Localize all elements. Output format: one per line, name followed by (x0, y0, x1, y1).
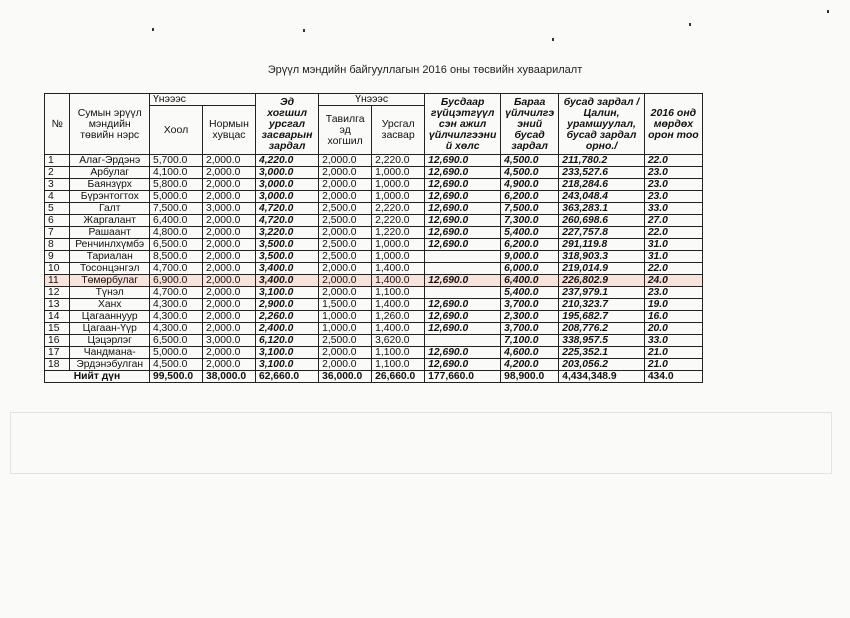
table-cell: 2 (45, 167, 70, 179)
table-cell: 4,300.0 (149, 299, 202, 311)
table-cell: 3,400.0 (255, 275, 318, 287)
table-cell: 2,000.0 (202, 287, 255, 299)
table-cell: 33.0 (644, 335, 702, 347)
table-row (45, 203, 703, 215)
table-cell: 23.0 (644, 179, 702, 191)
table-cell: 2,220.0 (372, 215, 425, 227)
scan-speck (552, 38, 554, 41)
table-cell: 3,100.0 (255, 287, 318, 299)
table-cell: 1,000.0 (319, 311, 372, 323)
faint-bleedthrough (10, 412, 832, 474)
total-cell: 434.0 (644, 371, 702, 383)
table-cell: 2,300.0 (501, 311, 559, 323)
table-cell: 3,100.0 (255, 347, 318, 359)
table-cell: 4,500.0 (501, 155, 559, 167)
table-cell: 2,000.0 (202, 167, 255, 179)
table-row (45, 299, 703, 311)
table-cell: 12,690.0 (425, 227, 501, 239)
table-cell: Төмөрбулаг (70, 275, 150, 287)
table-cell: Рашаант (70, 227, 150, 239)
table-cell: 1 (45, 155, 70, 167)
total-cell: 98,900.0 (501, 371, 559, 383)
table-row (45, 167, 703, 179)
table-row (45, 179, 703, 191)
table-cell: 4,720.0 (255, 215, 318, 227)
table-cell: Ренчинлхүмбэ (70, 239, 150, 251)
table-cell: 2,260.0 (255, 311, 318, 323)
table-row (45, 239, 703, 251)
table-cell: 2,000.0 (319, 167, 372, 179)
table-cell: 12,690.0 (425, 203, 501, 215)
table-cell: 2,000.0 (202, 263, 255, 275)
table-cell: 6 (45, 215, 70, 227)
table-cell: 3,500.0 (255, 239, 318, 251)
table-cell: 2,000.0 (319, 191, 372, 203)
table-cell: 12,690.0 (425, 239, 501, 251)
table-cell: 211,780.2 (559, 155, 645, 167)
table-cell: 5,000.0 (149, 347, 202, 359)
table-cell: 22.0 (644, 227, 702, 239)
table-cell: 4,700.0 (149, 263, 202, 275)
table-cell: 203,056.2 (559, 359, 645, 371)
table-cell: 237,979.1 (559, 287, 645, 299)
table-cell: 4,720.0 (255, 203, 318, 215)
table-cell: 7,300.0 (501, 215, 559, 227)
table-cell: 3,700.0 (501, 299, 559, 311)
table-cell: 5,800.0 (149, 179, 202, 191)
header-clothing: Нормын хувцас (202, 106, 255, 155)
table-cell (425, 263, 501, 275)
table-cell: 7,500.0 (501, 203, 559, 215)
table-row (45, 215, 703, 227)
table-cell: 31.0 (644, 251, 702, 263)
table-cell: 6,200.0 (501, 191, 559, 203)
table-cell: 1,100.0 (372, 287, 425, 299)
table-cell: 4,600.0 (501, 347, 559, 359)
table-cell: 3,000.0 (255, 167, 318, 179)
table-cell: 14 (45, 311, 70, 323)
table-cell: 12,690.0 (425, 299, 501, 311)
table-cell: 233,527.6 (559, 167, 645, 179)
total-row (45, 371, 703, 383)
table-cell: 3,000.0 (202, 203, 255, 215)
table-cell: 243,048.4 (559, 191, 645, 203)
table-cell: Алаг-Эрдэнэ (70, 155, 150, 167)
table-cell: 15 (45, 323, 70, 335)
table-row (45, 191, 703, 203)
table-cell: Ханх (70, 299, 150, 311)
table-cell: 6,400.0 (501, 275, 559, 287)
table-row (45, 155, 703, 167)
header-medicine: Эд хогшил урсгал засварын зардал (255, 94, 318, 155)
table-cell: 2,000.0 (202, 215, 255, 227)
table-cell: 225,352.1 (559, 347, 645, 359)
table-cell: 2,000.0 (319, 275, 372, 287)
table-cell: 12 (45, 287, 70, 299)
table-cell: 3,700.0 (501, 323, 559, 335)
total-cell: 99,500.0 (149, 371, 202, 383)
table-cell: 1,000.0 (372, 179, 425, 191)
table-cell: 3,100.0 (255, 359, 318, 371)
scan-speck (303, 29, 305, 32)
table-cell: 2,000.0 (319, 287, 372, 299)
table-cell: 1,400.0 (372, 275, 425, 287)
table-cell: 12,690.0 (425, 275, 501, 287)
table-cell: 12,690.0 (425, 215, 501, 227)
table-cell: 2,400.0 (255, 323, 318, 335)
table-cell: 1,100.0 (372, 359, 425, 371)
table-cell (425, 251, 501, 263)
table-cell: 4,220.0 (255, 155, 318, 167)
table-row (45, 263, 703, 275)
table-cell: 2,000.0 (202, 179, 255, 191)
table-cell: 2,000.0 (202, 191, 255, 203)
table-cell: 1,400.0 (372, 263, 425, 275)
header-group2: Үнэээс (319, 94, 425, 106)
table-cell: 2,500.0 (319, 203, 372, 215)
header-other-services: Бусдаар гүйцэтгүүл сэн ажил үйлчилгээни й хөлс (425, 94, 501, 155)
table-cell: 291,119.8 (559, 239, 645, 251)
table-cell: 2,220.0 (372, 203, 425, 215)
table-cell: 2,500.0 (319, 335, 372, 347)
total-cell: 177,660.0 (425, 371, 501, 383)
table-cell: 12,690.0 (425, 167, 501, 179)
table-cell: 2,000.0 (202, 275, 255, 287)
header-no: № (45, 94, 70, 155)
table-cell: 226,802.9 (559, 275, 645, 287)
table-row (45, 275, 703, 287)
table-cell: 3,620.0 (372, 335, 425, 347)
table-cell: Цэцэрлэг (70, 335, 150, 347)
table-cell: 2,000.0 (202, 347, 255, 359)
table-cell: Арбулаг (70, 167, 150, 179)
table-cell: 6,500.0 (149, 239, 202, 251)
table-cell: 3 (45, 179, 70, 191)
table-cell: Тариалан (70, 251, 150, 263)
table-cell: 12,690.0 (425, 347, 501, 359)
header-other: бусад зардал /Цалин, урамшуулал, бусад зардал орно./ (559, 94, 645, 155)
table-cell: 210,323.7 (559, 299, 645, 311)
table-row (45, 251, 703, 263)
table-cell: 22.0 (644, 263, 702, 275)
table-cell (425, 335, 501, 347)
table-cell: 2,000.0 (202, 311, 255, 323)
table-cell: 2,000.0 (319, 347, 372, 359)
scan-speck (152, 28, 154, 31)
table-row (45, 227, 703, 239)
table-row (45, 347, 703, 359)
table-cell: Галт (70, 203, 150, 215)
table-cell: 1,400.0 (372, 299, 425, 311)
table-cell: 2,000.0 (202, 299, 255, 311)
header-group1: Үнэээс (149, 94, 255, 106)
table-row (45, 335, 703, 347)
header-beds: 2016 онд мөрдөх орон тоо (644, 94, 702, 155)
table-cell: 6,400.0 (149, 215, 202, 227)
table-cell: 3,500.0 (255, 251, 318, 263)
header-food: Хоол (149, 106, 202, 155)
table-cell: Эрдэнэбулган (70, 359, 150, 371)
table-cell: 12,690.0 (425, 311, 501, 323)
table-cell: 27.0 (644, 215, 702, 227)
total-cell: 36,000.0 (319, 371, 372, 383)
table-cell: 1,260.0 (372, 311, 425, 323)
table-cell: 1,400.0 (372, 323, 425, 335)
table-cell: 1,220.0 (372, 227, 425, 239)
table-row (45, 323, 703, 335)
table-cell: 338,957.5 (559, 335, 645, 347)
table-cell: 8,500.0 (149, 251, 202, 263)
table-cell: 16.0 (644, 311, 702, 323)
table-cell: 33.0 (644, 203, 702, 215)
table-cell: 5,000.0 (149, 191, 202, 203)
table-cell: 2,000.0 (319, 227, 372, 239)
table-cell: 3,000.0 (255, 179, 318, 191)
document-title: Эрүүл мэндийн байгууллагын 2016 оны төсвийн хуваарилалт (267, 64, 583, 76)
table-cell: 2,000.0 (202, 359, 255, 371)
table-cell: 16 (45, 335, 70, 347)
table-cell: 2,500.0 (319, 251, 372, 263)
table-cell: 23.0 (644, 191, 702, 203)
total-cell: 62,660.0 (255, 371, 318, 383)
table-cell: 2,500.0 (319, 239, 372, 251)
scan-speck (689, 23, 691, 26)
budget-table (44, 93, 703, 383)
table-cell: 318,903.3 (559, 251, 645, 263)
table-cell: 4,900.0 (501, 179, 559, 191)
table-cell: 1,000.0 (372, 191, 425, 203)
table-cell: 2,000.0 (202, 155, 255, 167)
table-cell: 9 (45, 251, 70, 263)
table-cell: 208,776.2 (559, 323, 645, 335)
table-cell: 12,690.0 (425, 359, 501, 371)
header-furniture: Тавилга эд хогшил (319, 106, 372, 155)
table-cell: 218,284.6 (559, 179, 645, 191)
table-cell: 23.0 (644, 167, 702, 179)
table-cell: 2,000.0 (202, 239, 255, 251)
table-cell: 10 (45, 263, 70, 275)
table-cell: 21.0 (644, 347, 702, 359)
table-cell: 1,000.0 (372, 167, 425, 179)
table-cell: 1,100.0 (372, 347, 425, 359)
table-cell: Жаргалант (70, 215, 150, 227)
table-cell: 219,014.9 (559, 263, 645, 275)
table-cell: 13 (45, 299, 70, 311)
table-cell: 22.0 (644, 155, 702, 167)
table-cell: 4,300.0 (149, 323, 202, 335)
table-cell: 3,400.0 (255, 263, 318, 275)
table-cell: 4,200.0 (501, 359, 559, 371)
table-row (45, 359, 703, 371)
table-cell: 2,000.0 (319, 179, 372, 191)
table-cell: 195,682.7 (559, 311, 645, 323)
table-cell: 2,900.0 (255, 299, 318, 311)
table-cell: 20.0 (644, 323, 702, 335)
table-cell: Бүрэнтогтох (70, 191, 150, 203)
table-cell: 19.0 (644, 299, 702, 311)
table-cell: 5,400.0 (501, 227, 559, 239)
table-row (45, 287, 703, 299)
table-cell: 24.0 (644, 275, 702, 287)
table-cell: 4,700.0 (149, 287, 202, 299)
table-cell: 3,000.0 (202, 335, 255, 347)
table-cell: 7,500.0 (149, 203, 202, 215)
table-cell: 2,000.0 (319, 155, 372, 167)
table-cell: 4,800.0 (149, 227, 202, 239)
table-cell: 17 (45, 347, 70, 359)
table-cell: 2,000.0 (319, 263, 372, 275)
total-cell: 26,660.0 (372, 371, 425, 383)
table-cell: 227,757.8 (559, 227, 645, 239)
table-cell: 6,500.0 (149, 335, 202, 347)
table-cell: 6,000.0 (501, 263, 559, 275)
table-cell: 5,700.0 (149, 155, 202, 167)
table-cell: 23.0 (644, 287, 702, 299)
table-cell: 4,100.0 (149, 167, 202, 179)
table-cell: 5,400.0 (501, 287, 559, 299)
table-cell: 2,220.0 (372, 155, 425, 167)
table-cell: 18 (45, 359, 70, 371)
table-cell: 21.0 (644, 359, 702, 371)
table-cell: 8 (45, 239, 70, 251)
table-cell: 6,900.0 (149, 275, 202, 287)
header-goods: Бараа үйлчилгэ эний бусад зардал (501, 94, 559, 155)
table-cell: 1,000.0 (372, 251, 425, 263)
total-cell: 4,434,348.9 (559, 371, 645, 383)
table-cell: 260,698.6 (559, 215, 645, 227)
table-cell: 1,000.0 (372, 239, 425, 251)
table-cell: 31.0 (644, 239, 702, 251)
table-cell: Тосонцэнгэл (70, 263, 150, 275)
table-cell: 11 (45, 275, 70, 287)
table-cell: 2,000.0 (202, 227, 255, 239)
table-cell: 6,200.0 (501, 239, 559, 251)
table-cell: 1,000.0 (319, 323, 372, 335)
table-cell: 3,000.0 (255, 191, 318, 203)
table-cell: 4,500.0 (149, 359, 202, 371)
table-cell: 6,120.0 (255, 335, 318, 347)
table-cell: 12,690.0 (425, 179, 501, 191)
table-cell: Чандмана- (70, 347, 150, 359)
table-cell: 4 (45, 191, 70, 203)
table-cell: 1,500.0 (319, 299, 372, 311)
table-cell: 2,000.0 (202, 323, 255, 335)
table-cell: 4,500.0 (501, 167, 559, 179)
table-cell: Цагаан-Үүр (70, 323, 150, 335)
table-cell: 12,690.0 (425, 323, 501, 335)
header-name: Сумын эрүүл мэндийн төвийн нэрс (70, 94, 150, 155)
table-cell: 4,300.0 (149, 311, 202, 323)
table-row (45, 311, 703, 323)
table-cell: 363,283.1 (559, 203, 645, 215)
table-cell: 3,220.0 (255, 227, 318, 239)
table-cell (425, 287, 501, 299)
scan-speck (827, 10, 829, 13)
table-cell: 5 (45, 203, 70, 215)
table-cell: 12,690.0 (425, 191, 501, 203)
total-label: Нийт дүн (45, 371, 150, 383)
table-cell: 2,500.0 (319, 215, 372, 227)
total-cell: 38,000.0 (202, 371, 255, 383)
header-repair: Урсгал засвар (372, 106, 425, 155)
table-cell: Түнэл (70, 287, 150, 299)
table-cell: 7,100.0 (501, 335, 559, 347)
table-cell: 12,690.0 (425, 155, 501, 167)
table-cell: 2,000.0 (202, 251, 255, 263)
table-cell: 9,000.0 (501, 251, 559, 263)
table-cell: Баянзүрх (70, 179, 150, 191)
table-cell: Цагааннуур (70, 311, 150, 323)
table-cell: 7 (45, 227, 70, 239)
table-cell: 2,000.0 (319, 359, 372, 371)
